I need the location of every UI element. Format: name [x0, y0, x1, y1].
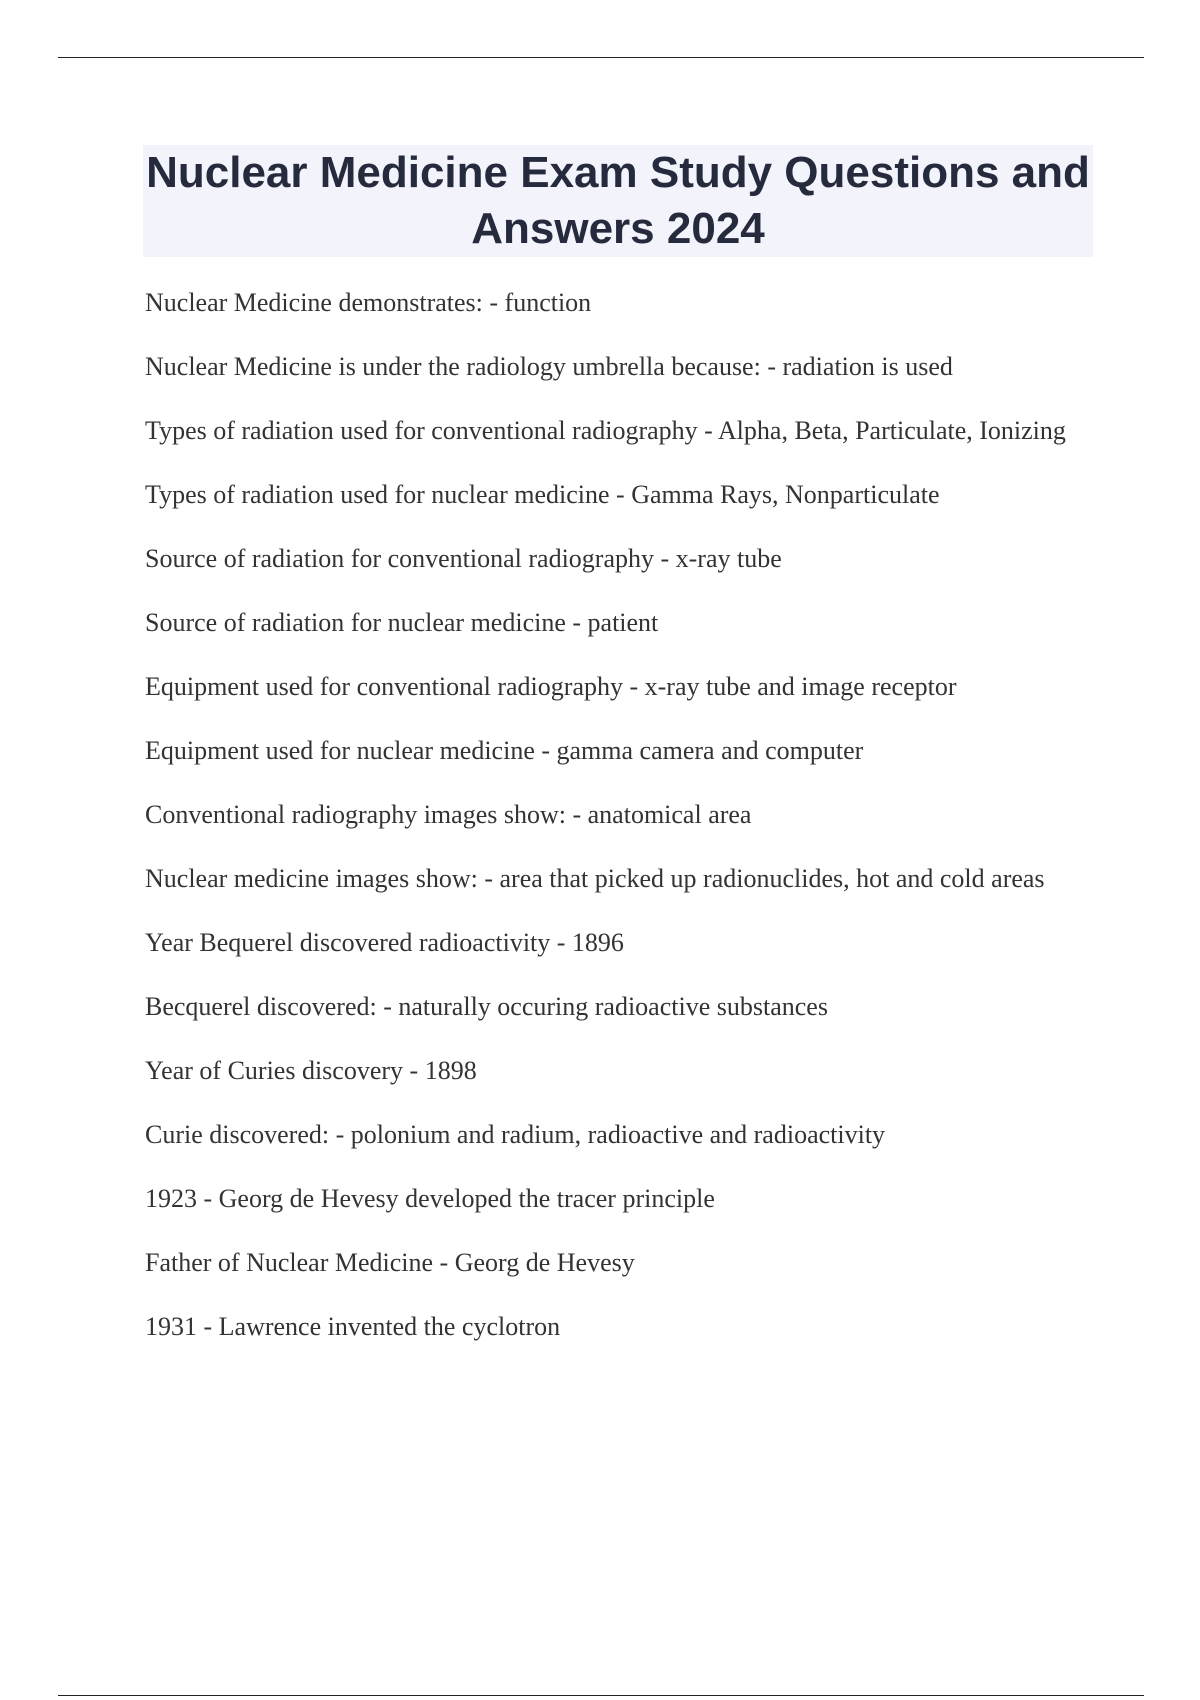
qa-item: Becquerel discovered: - naturally occuring radioactive substances: [145, 992, 828, 1021]
page-title: Nuclear Medicine Exam Study Questions and Answers 2024: [146, 148, 1090, 253]
qa-item: Equipment used for nuclear medicine - gamma camera and computer: [145, 736, 864, 765]
qa-item: Conventional radiography images show: - anatomical area: [145, 800, 752, 829]
qa-item: Year Bequerel discovered radioactivity - 1896: [145, 928, 624, 957]
top-divider: [58, 57, 1144, 58]
qa-item: Equipment used for conventional radiography - x-ray tube and image receptor: [145, 672, 957, 701]
qa-item: Nuclear medicine images show: - area that picked up radionuclides, hot and cold areas: [145, 864, 1045, 893]
bottom-divider: [58, 1695, 1144, 1696]
qa-item: Source of radiation for conventional radiography - x-ray tube: [145, 544, 782, 573]
qa-list: [145, 287, 1075, 1375]
qa-item: Father of Nuclear Medicine - Georg de Hevesy: [145, 1248, 635, 1277]
qa-item: 1931 - Lawrence invented the cyclotron: [145, 1312, 561, 1341]
qa-item: Types of radiation used for conventional radiography - Alpha, Beta, Particulate, Ionizing: [145, 416, 1066, 445]
qa-item: Source of radiation for nuclear medicine - patient: [145, 608, 659, 637]
qa-item: Nuclear Medicine demonstrates: - function: [145, 288, 592, 317]
qa-item: Types of radiation used for nuclear medicine - Gamma Rays, Nonparticulate: [145, 480, 940, 509]
qa-item: Nuclear Medicine is under the radiology umbrella because: - radiation is used: [145, 352, 953, 381]
qa-item: Curie discovered: - polonium and radium, radioactive and radioactivity: [145, 1120, 886, 1149]
qa-item: Year of Curies discovery - 1898: [145, 1056, 477, 1085]
qa-item: 1923 - Georg de Hevesy developed the tracer principle: [145, 1184, 715, 1213]
title-banner: [143, 145, 1093, 257]
